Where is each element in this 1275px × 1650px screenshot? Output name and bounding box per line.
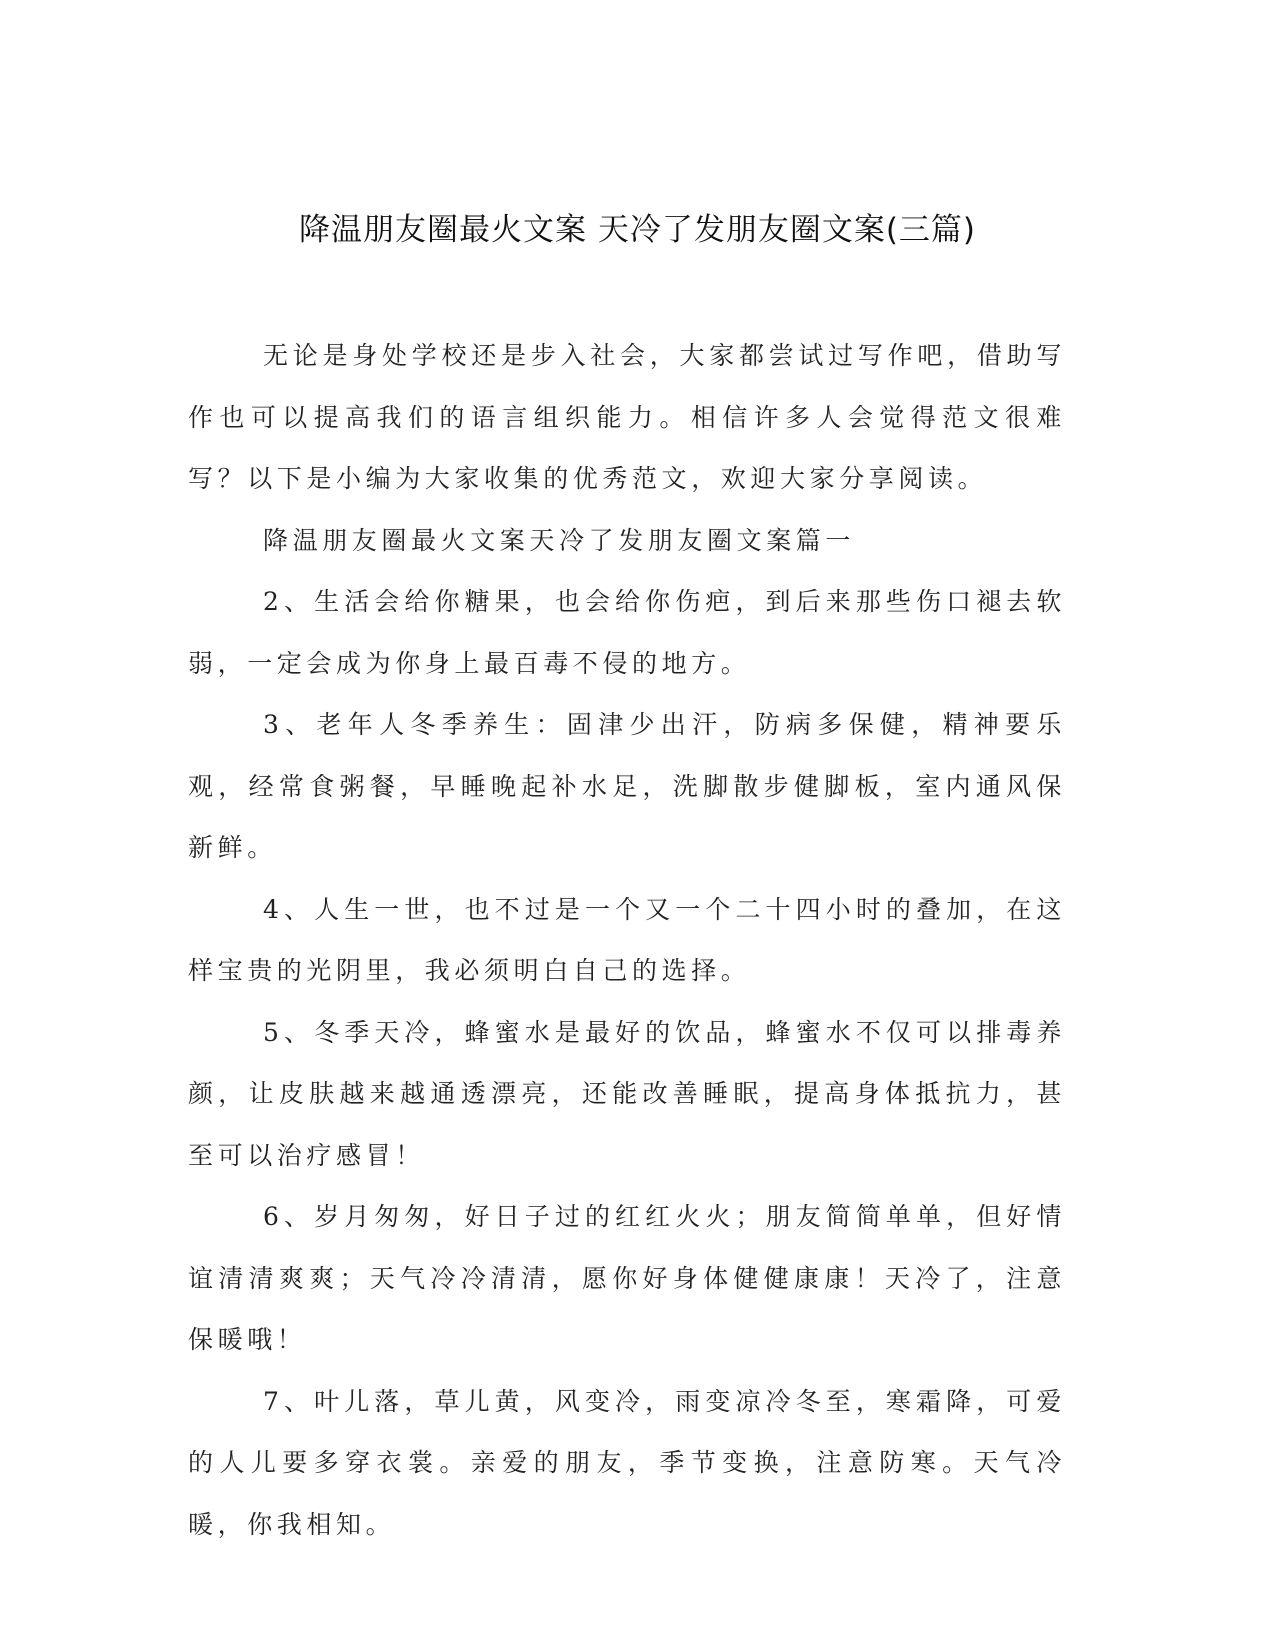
section-heading: 降温朋友圈最火文案天冷了发朋友圈文案篇一 [263,525,856,555]
list-item: 6、岁月匆匆，好日子过的红红火火；朋友简简单单，但好情谊清清爽爽；天气冷冷清清，愿你好身体健健康康！天冷了，注意保暖哦！ [188,1202,1066,1354]
list-item: 5、冬季天冷，蜂蜜水是最好的饮品，蜂蜜水不仅可以排毒养颜，让皮肤越来越通透漂亮，还能改善睡眠，提高身体抵抗力，甚至可以治疗感冒！ [188,1017,1066,1170]
document-body [188,325,1066,1555]
list-item: 7、叶儿落，草儿黄，风变冷，雨变凉冷冬至，寒霜降，可爱的人儿要多穿衣裳。亲爱的朋友，季节变换，注意防寒。天气冷暖，你我相知。 [188,1386,1066,1539]
list-item: 3、老年人冬季养生：固津少出汗，防病多保健，精神要乐观，经常食粥餐，早睡晚起补水足，洗脚散步健脚板，室内通风保新鲜。 [188,710,1066,862]
list-item: 2、生活会给你糖果，也会给你伤疤，到后来那些伤口褪去软弱，一定会成为你身上最百毒不侵的地方。 [188,587,1066,678]
document-title: 降温朋友圈最火文案 天冷了发朋友圈文案(三篇) [298,212,977,248]
intro-paragraph: 无论是身处学校还是步入社会，大家都尝试过写作吧，借助写作也可以提高我们的语言组织能力。相信许多人会觉得范文很难写？以下是小编为大家收集的优秀范文，欢迎大家分享阅读。 [188,341,1066,493]
list-item: 4、人生一世，也不过是一个又一个二十四小时的叠加，在这样宝贵的光阴里，我必须明白自己的选择。 [188,894,1066,985]
